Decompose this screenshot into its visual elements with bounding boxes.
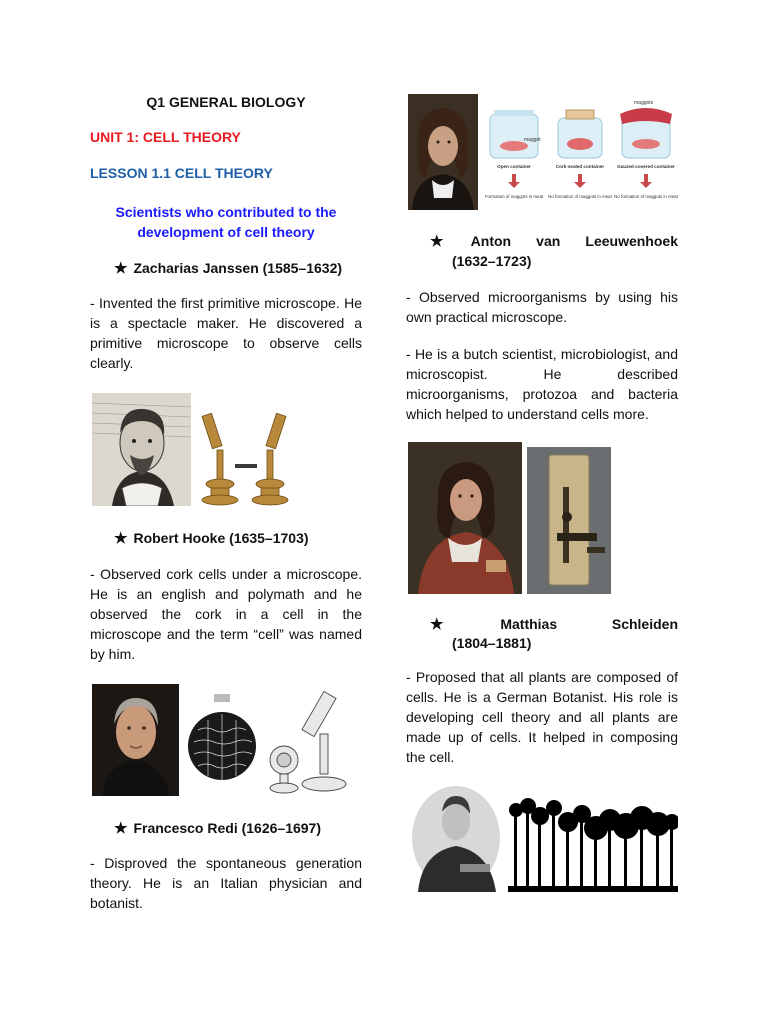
lesson-heading: LESSON 1.1 CELL THEORY xyxy=(90,165,273,181)
jar-result: No formation of maggots in meat xyxy=(548,194,612,199)
scientist-hooke-name: ★ Robert Hooke (1635–1703) xyxy=(114,530,309,547)
hooke-portrait-image xyxy=(92,684,179,796)
experiment-maggot-label: maggot xyxy=(524,137,541,143)
jar-result: Formation of maggots in meat xyxy=(484,194,544,199)
star-icon: ★ xyxy=(430,616,495,633)
jar-label: Cork-sealed container xyxy=(555,164,605,169)
scientist-leeuwenhoek-desc-2: - He is a butch scientist, microbiologist, and microscopist. He described microorganisms, protozoa and bacteria which helped to understand cells more. xyxy=(406,346,678,422)
experiment-top-label: maggots xyxy=(634,100,654,106)
scientist-schleiden-name: ★ Matthias Schleiden xyxy=(430,616,679,633)
scientist-redi-name: ★ Francesco Redi (1626–1697) xyxy=(114,820,322,837)
schleiden-trees-image xyxy=(508,798,678,892)
star-icon: ★ xyxy=(114,530,128,547)
scientist-janssen-desc: - Invented the first primitive microscope. He is a spectacle maker. He discovered a primitive microscope to observe cells clearly. xyxy=(90,295,362,371)
scientist-schleiden-years: (1804–1881) xyxy=(452,635,532,651)
scientist-hooke-desc: - Observed cork cells under a microscope. He is an english and polymath and he observed the cork in a cell in the microscope and the term “cell” was named by him. xyxy=(90,566,362,662)
star-icon: ★ xyxy=(430,233,465,250)
star-icon: ★ xyxy=(114,260,128,277)
jar-label: Open container xyxy=(497,164,531,169)
redi-portrait-image xyxy=(408,94,478,210)
section-subtitle: Scientists who contributed to the development of cell theory xyxy=(115,204,337,240)
page-title: Q1 GENERAL BIOLOGY xyxy=(146,94,306,110)
star-icon: ★ xyxy=(114,820,128,837)
scientist-leeuwenhoek-years: (1632–1723) xyxy=(452,253,532,269)
leeuwenhoek-microscope-image xyxy=(527,447,611,594)
hooke-microscope-image xyxy=(262,688,358,798)
scientist-janssen-name: ★ Zacharias Janssen (1585–1632) xyxy=(114,260,343,277)
scientist-leeuwenhoek-name: ★ Anton van Leeuwenhoek xyxy=(430,233,678,250)
unit-heading: UNIT 1: CELL THEORY xyxy=(90,129,241,145)
schleiden-portrait-image xyxy=(410,782,502,892)
scientist-schleiden-desc: - Proposed that all plants are composed of cells. He is a German Botanist. His role is developing cell theory and all plants are made up of cells. It helped in composing the cell. xyxy=(406,669,678,765)
jar-result: No formation of maggots in meat xyxy=(614,194,678,199)
janssen-portrait-image xyxy=(92,393,191,506)
janssen-microscopes-image xyxy=(197,408,295,508)
redi-experiment-image xyxy=(484,94,680,210)
jar-label: Gauzed-covered container xyxy=(617,164,675,169)
leeuwenhoek-portrait-image xyxy=(408,442,522,594)
scientist-redi-desc: - Disproved the spontaneous generation theory. He is an Italian physician and botanist. xyxy=(90,855,362,911)
hooke-cork-cells-image xyxy=(186,690,258,798)
scientist-leeuwenhoek-desc-1: - Observed microorganisms by using his own practical microscope. xyxy=(406,289,678,325)
